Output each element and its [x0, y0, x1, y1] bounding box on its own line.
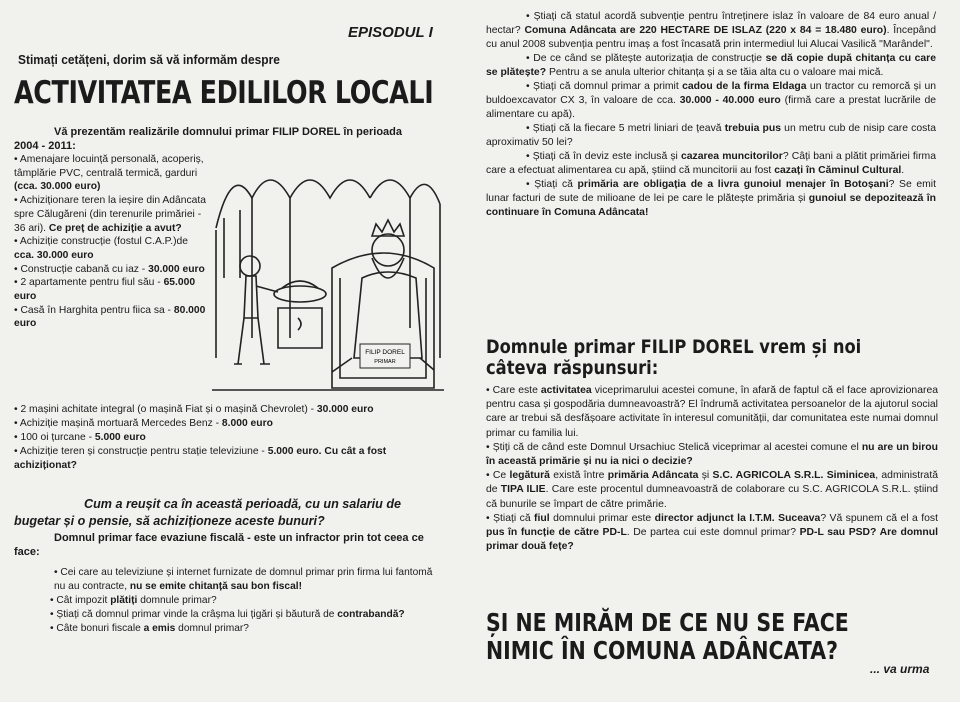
- intro-paragraph: [14, 125, 444, 153]
- paragraph: • Știați că primăria are obligația de a livra gunoiul menajer în Botoșani? Se emit lunar facturi de sute de milioane de lei pe care le plătește primăria și gunoiul se depozitează în continuare în Comuna Adâncata!: [486, 179, 937, 218]
- paragraph: • Știați că domnul primar a primit cadou de la firma Eldaga un tractor cu remorcă și un buldoexcavator CX 3, în valoare de cca. 30.000 - 40.000 euro (firmă care a prestat lucrările de alimentare cu apă).: [486, 81, 937, 120]
- answers-heading: Domnule primar FILIP DOREL vrem și noi câteva răspunsuri:: [486, 336, 862, 379]
- right-paragraphs: [486, 10, 936, 220]
- list-item: • Achiziție mașină mortuară Mercedes Benz - 8.000 euro: [14, 418, 273, 429]
- acquisitions-list: [14, 153, 210, 331]
- episode-label: EPISODUL I: [348, 24, 433, 41]
- list-item: • Achiziționare teren la ieșire din Adâncata spre Călugăreni (din terenurile primăriei - 36 ari). Ce preț de achiziție a avut?: [14, 195, 206, 234]
- list-item: • Cât impozit plătiți domnule primar?: [50, 595, 217, 606]
- list-item: • Știați că domnul primar vinde la crâșma lui țigări și băutură de contrabandă?: [50, 609, 405, 620]
- greeting-line: Stimați cetățeni, dorim să vă informăm despre: [18, 52, 280, 67]
- questions-list: [486, 384, 938, 554]
- list-item: • Cei care au televiziune și internet furnizate de domnul primar prin firma lui fantomă nu au contracte, nu se emite chitanță sau bon fiscal!: [54, 567, 433, 592]
- intro-line-a: Vă prezentăm realizările domnului primar FILIP DOREL în perioada: [54, 126, 403, 138]
- cartoon-label-title: PRIMAR: [374, 359, 396, 365]
- paragraph: • De ce când se plătește autorizația de construcție se dă copie după chitanța cu care se plătește? Pentru a se anula ulterior chitanța și a se tăia alta cu o valoare mai mică.: [486, 53, 936, 78]
- main-headline: ACTIVITATEA EDILILOR LOCALI: [14, 75, 434, 111]
- paragraph: • Știați că statul acordă subvenție pentru întreținere islaz în valoare de 84 euro anual / hectar? Comuna Adâncata are 220 HECTARE DE ISLAZ (220 x 84 = 18.480 euro). Începând cu anul 2008 subvenția pentru imaș a fost încasată prin intermediul lui Alucai Vasilică "Marândel".: [486, 11, 937, 50]
- evasion-statement: Domnul primar face evaziune fiscală - este un infractor prin tot ceea ce face:: [14, 532, 424, 558]
- intro-line-b: 2004 - 2011:: [14, 140, 76, 152]
- list-item: • Care este activitatea viceprimarului acestei comune, în afară de faptul că el face aprovizionarea pentru casa și gospodăria dumneavoastră? El îndrumă activitatea persoanelor de la ajutorul social care ar trebui să desfășoare activitate în interesul comunității, dar comunitatea este numai domnul primar cu familia lui.: [486, 385, 938, 439]
- list-item: • Amenajare locuință personală, acoperiș, tâmplărie PVC, centrală termică, garduri (cca. 30.000 euro): [14, 154, 204, 193]
- list-item: • Achiziție construcție (fostul C.A.P.)de cca. 30.000 euro: [14, 236, 188, 261]
- list-item: • Ce legătură există între primăria Adâncata și S.C. AGRICOLA S.R.L. Siminicea, administrată de TIPA ILIE. Care este procentul dumneavoastră de colaborare cu S.C. AGRICOLA S.R.L. știind că bunurile se împart de către primărie.: [486, 470, 938, 510]
- cartoon-illustration: [212, 158, 444, 400]
- list-item: • Câte bonuri fiscale a emis domnul primar?: [50, 623, 249, 634]
- list-item: • Știați că fiul domnului primar este director adjunct la I.T.M. Suceava? Vă spunem că el a fost pus în funcție de către PD-L. De partea cui este domnul primar? PD-L sau PSD? Are domnul primar două fețe?: [486, 512, 939, 553]
- evasion-list: [14, 566, 444, 636]
- list-item: • Casă în Harghita pentru fiica sa - 80.000 euro: [14, 304, 206, 330]
- to-be-continued: ... va urma: [870, 662, 930, 676]
- list-item: • Achiziție teren și construcție pentru stație televiziune - 5.000 euro. Cu cât a fost achiziționat?: [14, 446, 387, 471]
- list-item: • 2 mașini achitate integral (o mașină Fiat și o mașină Chevrolet) - 30.000 euro: [14, 404, 374, 415]
- closing-headline: ȘI NE MIRĂM DE CE NU SE FACE NIMIC ÎN COMUNA ADÂNCATA?: [486, 608, 849, 665]
- list-item: • Știți că de când este Domnul Ursachiuc Stelică viceprimar al acestei comune el nu are un birou în această primărie și nu ia nici o decizie?: [486, 441, 939, 468]
- acquisitions-list-continued: [14, 403, 442, 473]
- paragraph: • Știați că la fiecare 5 metri liniari de țeavă trebuia pus un metru cub de nisip care costa aproximativ 50 lei?: [486, 123, 936, 148]
- question-how: Cum a reușit ca în această perioadă, cu un salariu de bugetar și o pensie, să achiziționeze aceste bunuri?: [14, 497, 402, 528]
- paragraph: • Știați că în deviz este inclusă și cazarea muncitorilor? Câți bani a plătit primăriei firma care a efectuat alimentarea cu apă, știind că muncitorii au fost cazați în Căminul Cultural.: [486, 151, 936, 176]
- cartoon-label-name: FILIP DOREL: [365, 349, 405, 356]
- list-item: • 2 apartamente pentru fiul său - 65.000 euro: [14, 277, 196, 303]
- list-item: • Construcție cabană cu iaz - 30.000 euro: [14, 263, 205, 275]
- list-item: • 100 oi țurcane - 5.000 euro: [14, 432, 146, 443]
